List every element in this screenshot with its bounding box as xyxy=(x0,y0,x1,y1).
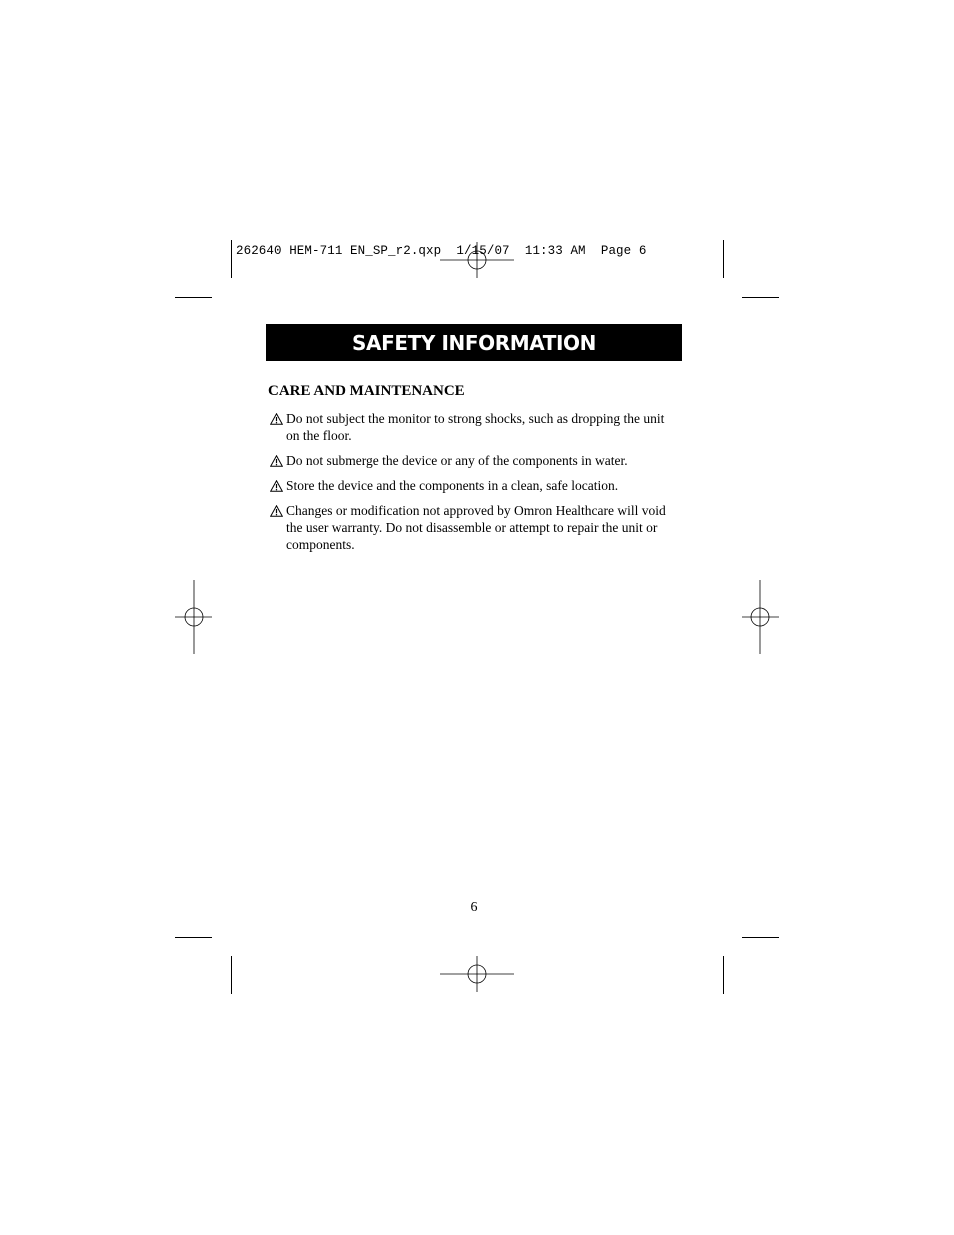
section-heading: CARE AND MAINTENANCE xyxy=(268,383,465,399)
list-item-text: Do not subject the monitor to strong shocks, such as dropping the unit on the floor. xyxy=(286,411,665,443)
list-item-text: Store the device and the components in a clean, safe location. xyxy=(286,478,619,493)
registration-mark-bottom xyxy=(440,956,514,992)
list-item xyxy=(268,477,668,494)
section-banner xyxy=(266,324,682,361)
list-item xyxy=(268,410,668,444)
registration-mark-left xyxy=(175,580,212,654)
print-slug: 262640 HEM-711 EN_SP_r2.qxp 1/15/07 11:33 AM Page 6 xyxy=(236,244,647,258)
maintenance-list xyxy=(268,410,668,561)
list-item xyxy=(268,502,668,553)
banner-title: SAFETY INFORMATION xyxy=(352,330,596,355)
list-item-text: Do not submerge the device or any of the components in water. xyxy=(286,453,628,468)
warning-triangle-icon xyxy=(268,410,286,427)
list-item xyxy=(268,452,668,469)
list-item-text: Changes or modification not approved by Omron Healthcare will void the user warranty. Do not disassemble or attempt to repair the unit or components. xyxy=(286,503,666,552)
registration-mark-right xyxy=(742,580,779,654)
warning-triangle-icon xyxy=(268,502,286,519)
warning-triangle-icon xyxy=(268,452,286,469)
page-number: 6 xyxy=(470,900,478,915)
warning-triangle-icon xyxy=(268,477,286,494)
